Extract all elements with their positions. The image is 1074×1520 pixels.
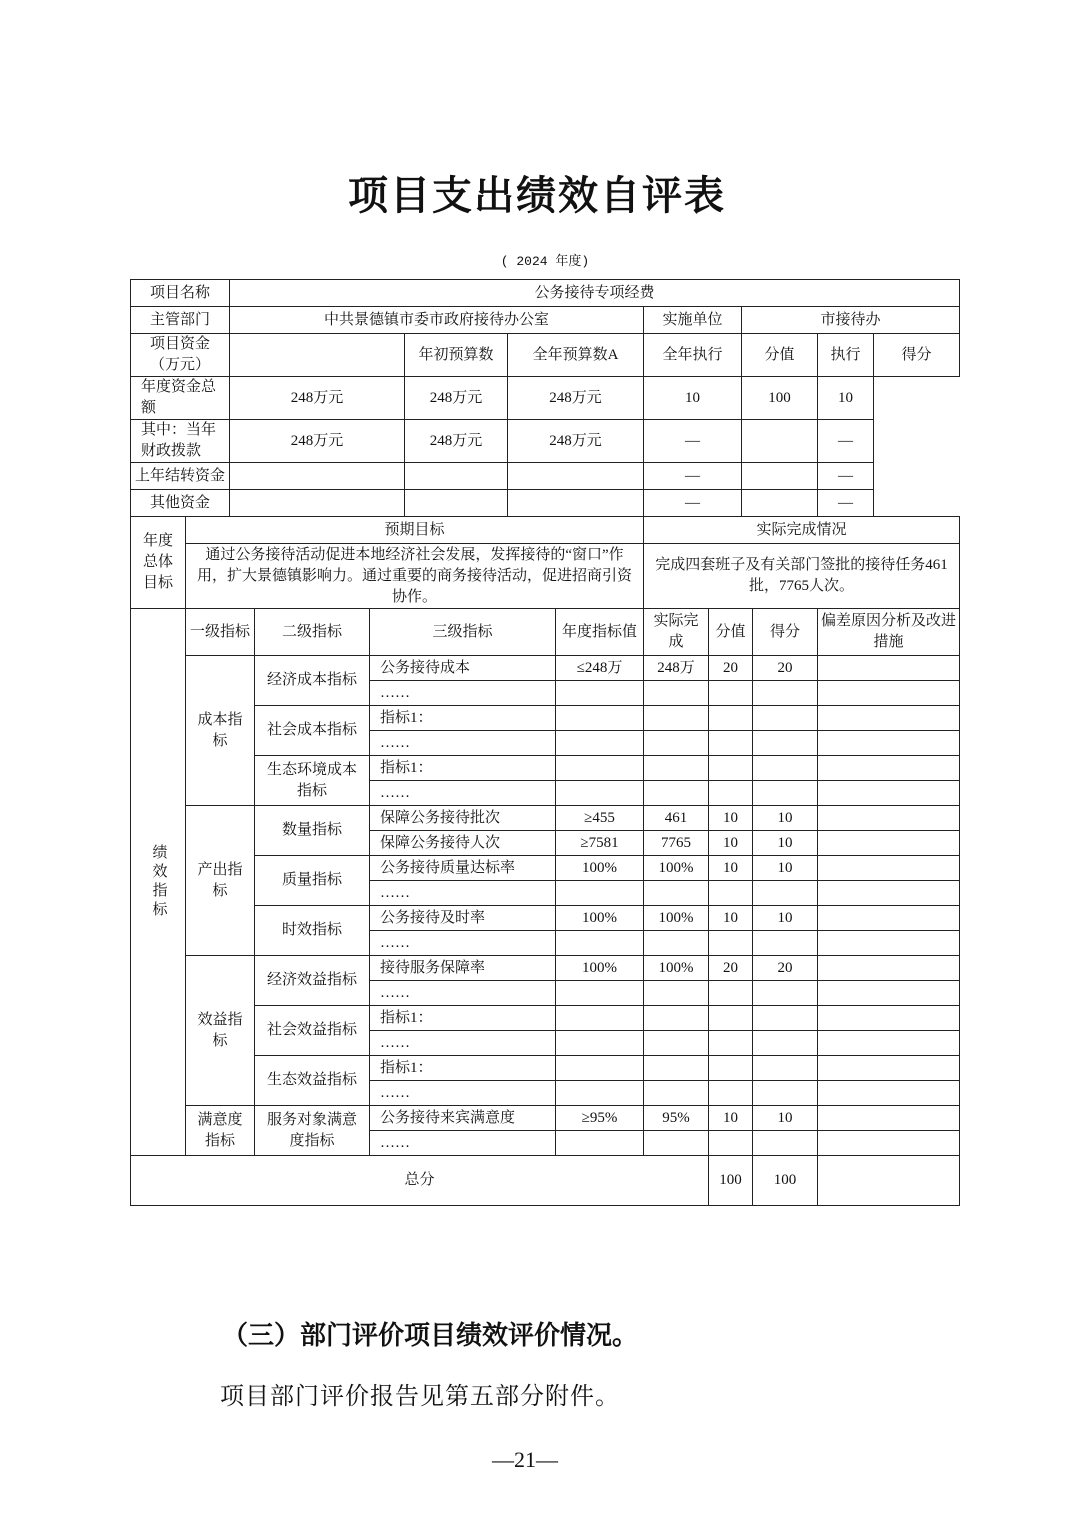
project-name-row	[131, 280, 960, 307]
indicator-value	[556, 706, 644, 731]
funds-value-cell: —	[818, 420, 874, 463]
header-cell: 分值	[742, 334, 818, 377]
indicator-value	[753, 781, 818, 806]
funds-row-label: 上年结转资金	[131, 463, 230, 490]
perf-header-cell: 偏差原因分析及改进措施	[818, 609, 960, 656]
level3-indicator: 接待服务保障率	[370, 956, 556, 981]
indicator-value	[753, 1056, 818, 1081]
indicator-value	[753, 1081, 818, 1106]
indicator-value	[644, 781, 709, 806]
level1-indicator: 满意度指标	[186, 1106, 255, 1156]
indicator-value	[709, 931, 753, 956]
page-number: —21—	[492, 1447, 558, 1472]
funds-value-cell	[742, 420, 818, 463]
perf-header-cell: 分值	[709, 609, 753, 656]
indicator-value	[753, 706, 818, 731]
level3-indicator: 指标1：	[370, 1006, 556, 1031]
indicator-value	[818, 781, 960, 806]
header-cell: 年初预算数	[405, 334, 508, 377]
indicator-value	[709, 881, 753, 906]
level2-indicator: 社会成本指标	[255, 706, 370, 756]
indicator-value: ≥7581	[556, 831, 644, 856]
funds-row	[131, 377, 960, 420]
funds-row	[131, 420, 960, 463]
indicator-value: 100%	[556, 906, 644, 931]
level2-indicator: 质量指标	[255, 856, 370, 906]
header-cell: 全年执行	[644, 334, 742, 377]
year-label: ( 2024 年度)	[500, 254, 590, 269]
perf-header-row	[131, 609, 960, 656]
dept-label: 主管部门	[131, 307, 230, 334]
expected-goal: 通过公务接待活动促进本地经济社会发展，发挥接待的“窗口”作用，扩大景德镇影响力。通过重要的商务接待活动，促进招商引资协作。	[186, 544, 644, 609]
indicator-value	[818, 731, 960, 756]
funds-row	[131, 463, 960, 490]
indicator-value	[818, 1006, 960, 1031]
indicator-value	[818, 881, 960, 906]
indicator-value	[709, 756, 753, 781]
indicator-value	[753, 1131, 818, 1156]
dept-value: 中共景德镇市委市政府接待办公室	[230, 307, 644, 334]
level1-indicator: 产出指标	[186, 806, 255, 956]
indicator-value	[709, 1081, 753, 1106]
indicator-row	[131, 806, 960, 831]
indicator-value	[644, 1056, 709, 1081]
funds-value-cell	[405, 490, 508, 517]
perf-header-cell: 得分	[753, 609, 818, 656]
indicator-value: 10	[753, 906, 818, 931]
level3-indicator: 公务接待来宾满意度	[370, 1106, 556, 1131]
level3-indicator: ……	[370, 681, 556, 706]
funds-value-cell	[405, 463, 508, 490]
page-title: 项目支出绩效自评表	[348, 173, 726, 218]
project-name-value: 公务接待专项经费	[230, 280, 960, 307]
indicator-value: 20	[709, 656, 753, 681]
funds-value-cell: 10	[818, 377, 874, 420]
level2-indicator: 服务对象满意度指标	[255, 1106, 370, 1156]
section-text: 项目部门评价报告见第五部分附件。	[220, 1384, 620, 1410]
indicator-value: 95%	[644, 1106, 709, 1131]
funds-value-cell: 100	[742, 377, 818, 420]
funds-value-cell: 248万元	[508, 420, 644, 463]
indicator-value: 10	[709, 1106, 753, 1131]
indicator-value	[818, 856, 960, 881]
dept-row	[131, 307, 960, 334]
indicator-value	[709, 1131, 753, 1156]
indicator-value	[753, 731, 818, 756]
total-label: 总分	[131, 1156, 709, 1206]
level2-indicator: 生态环境成本指标	[255, 756, 370, 806]
funds-label: 项目资金 （万元）	[131, 334, 230, 377]
impl-value: 市接待办	[742, 307, 960, 334]
funds-value-cell: —	[644, 420, 742, 463]
project-name-label: 项目名称	[131, 280, 230, 307]
level3-indicator: 公务接待及时率	[370, 906, 556, 931]
actual-result: 完成四套班子及有关部门签批的接待任务461批，7765人次。	[644, 544, 960, 609]
indicator-value	[556, 756, 644, 781]
indicator-value	[818, 681, 960, 706]
indicator-value	[644, 881, 709, 906]
perf-header-cell: 实际完成	[644, 609, 709, 656]
indicator-value: 10	[709, 806, 753, 831]
perf-header-cell: 二级指标	[255, 609, 370, 656]
indicator-value	[818, 806, 960, 831]
goals-label: 年度总体目标	[131, 517, 186, 609]
funds-row	[131, 490, 960, 517]
indicator-value	[556, 881, 644, 906]
indicator-value	[644, 1131, 709, 1156]
indicator-value	[556, 1081, 644, 1106]
level3-indicator: ……	[370, 1031, 556, 1056]
indicator-value	[644, 1081, 709, 1106]
indicator-row	[131, 1056, 960, 1081]
funds-value-cell	[508, 490, 644, 517]
level3-indicator: 指标1：	[370, 706, 556, 731]
header-cell: 执行	[818, 334, 874, 377]
indicator-value	[709, 706, 753, 731]
indicator-value: ≥455	[556, 806, 644, 831]
level3-indicator: 指标1：	[370, 756, 556, 781]
level3-indicator: ……	[370, 981, 556, 1006]
indicator-value	[556, 1006, 644, 1031]
indicator-value: 10	[753, 856, 818, 881]
empty-cell	[818, 1156, 960, 1206]
indicator-value	[753, 756, 818, 781]
indicator-value	[556, 931, 644, 956]
funds-value-cell	[230, 490, 405, 517]
indicator-value	[709, 731, 753, 756]
indicator-value: ≥95%	[556, 1106, 644, 1131]
perf-label: 绩效指标	[131, 609, 186, 1156]
indicator-value	[644, 1031, 709, 1056]
indicator-value: 10	[753, 831, 818, 856]
indicator-value: ≤248万	[556, 656, 644, 681]
section-heading: （三）部门评价项目绩效评价情况。	[222, 1321, 639, 1350]
indicator-value: 20	[753, 656, 818, 681]
level3-indicator: ……	[370, 731, 556, 756]
indicator-value	[644, 706, 709, 731]
indicator-value: 100%	[556, 956, 644, 981]
level3-indicator: 指标1：	[370, 1056, 556, 1081]
indicator-value	[644, 1006, 709, 1031]
indicator-value	[818, 1081, 960, 1106]
funds-row-label: 年度资金总额	[131, 377, 230, 420]
indicator-value	[556, 981, 644, 1006]
actual-label: 实际完成情况	[644, 517, 960, 544]
indicator-value	[818, 1106, 960, 1131]
indicator-value	[818, 956, 960, 981]
indicator-value	[709, 681, 753, 706]
indicator-value: 20	[709, 956, 753, 981]
indicator-value	[753, 931, 818, 956]
level3-indicator: ……	[370, 1081, 556, 1106]
funds-value-cell: 248万元	[508, 377, 644, 420]
indicator-value	[818, 656, 960, 681]
indicator-row	[131, 906, 960, 931]
indicator-value	[709, 1031, 753, 1056]
indicator-value	[818, 831, 960, 856]
indicator-value	[818, 1031, 960, 1056]
indicator-value: 10	[753, 1106, 818, 1131]
indicator-value	[753, 1006, 818, 1031]
level2-indicator: 经济效益指标	[255, 956, 370, 1006]
level3-indicator: ……	[370, 1131, 556, 1156]
indicator-value	[709, 981, 753, 1006]
funds-value-cell	[230, 463, 405, 490]
level3-indicator: 公务接待成本	[370, 656, 556, 681]
indicator-value: 100%	[556, 856, 644, 881]
indicator-value	[556, 1056, 644, 1081]
indicator-value: 100%	[644, 856, 709, 881]
funds-value-cell: —	[644, 463, 742, 490]
empty-cell	[230, 334, 405, 377]
indicator-value	[709, 1006, 753, 1031]
funds-row-label: 其他资金	[131, 490, 230, 517]
indicator-value: 10	[709, 831, 753, 856]
total-got: 100	[753, 1156, 818, 1206]
level2-indicator: 社会效益指标	[255, 1006, 370, 1056]
indicator-value	[753, 1031, 818, 1056]
header-cell: 得分	[874, 334, 960, 377]
indicator-row	[131, 956, 960, 981]
goals-table	[130, 516, 960, 609]
indicator-value: 100%	[644, 906, 709, 931]
level2-indicator: 生态效益指标	[255, 1056, 370, 1106]
indicator-value	[556, 781, 644, 806]
indicator-value: 100%	[644, 956, 709, 981]
indicator-value	[644, 931, 709, 956]
funds-value-cell: 248万元	[230, 420, 405, 463]
indicator-value: 248万	[644, 656, 709, 681]
funds-value-cell: 248万元	[405, 420, 508, 463]
level3-indicator: 保障公务接待批次	[370, 806, 556, 831]
indicator-value: 7765	[644, 831, 709, 856]
level1-indicator: 成本指标	[186, 656, 255, 806]
indicator-value: 10	[753, 806, 818, 831]
indicator-value	[709, 1056, 753, 1081]
indicator-value	[644, 681, 709, 706]
indicator-value	[753, 981, 818, 1006]
expected-label: 预期目标	[186, 517, 644, 544]
indicator-value: 20	[753, 956, 818, 981]
indicator-value	[818, 931, 960, 956]
indicator-row	[131, 1006, 960, 1031]
indicator-row	[131, 756, 960, 781]
indicator-value	[556, 731, 644, 756]
indicator-row	[131, 856, 960, 881]
indicator-value: 10	[709, 856, 753, 881]
indicator-value	[644, 981, 709, 1006]
level3-indicator: 公务接待质量达标率	[370, 856, 556, 881]
indicator-value: 461	[644, 806, 709, 831]
indicator-value	[556, 1031, 644, 1056]
level1-indicator: 效益指标	[186, 956, 255, 1106]
funds-table	[130, 279, 960, 517]
impl-label: 实施单位	[644, 307, 742, 334]
performance-table	[130, 608, 960, 1206]
indicator-value	[644, 731, 709, 756]
indicator-row	[131, 706, 960, 731]
indicator-value	[818, 706, 960, 731]
level3-indicator: 保障公务接待人次	[370, 831, 556, 856]
indicator-row	[131, 1106, 960, 1131]
indicator-row	[131, 656, 960, 681]
indicator-value	[644, 756, 709, 781]
indicator-value	[556, 681, 644, 706]
perf-header-cell: 一级指标	[186, 609, 255, 656]
indicator-value	[753, 681, 818, 706]
indicator-value	[709, 781, 753, 806]
funds-value-cell	[742, 463, 818, 490]
total-row	[131, 1156, 960, 1206]
indicator-value	[818, 1056, 960, 1081]
indicator-value	[818, 981, 960, 1006]
header-cell: 全年预算数A	[508, 334, 644, 377]
indicator-value	[818, 756, 960, 781]
funds-value-cell: —	[644, 490, 742, 517]
funds-header-row	[131, 334, 960, 377]
indicator-value: 10	[709, 906, 753, 931]
indicator-value	[753, 881, 818, 906]
funds-value-cell: 248万元	[405, 377, 508, 420]
level3-indicator: ……	[370, 931, 556, 956]
level2-indicator: 时效指标	[255, 906, 370, 956]
indicator-value	[556, 1131, 644, 1156]
level3-indicator: ……	[370, 881, 556, 906]
total-score: 100	[709, 1156, 753, 1206]
level3-indicator: ……	[370, 781, 556, 806]
level2-indicator: 数量指标	[255, 806, 370, 856]
perf-header-cell: 三级指标	[370, 609, 556, 656]
indicator-value	[818, 1131, 960, 1156]
funds-value-cell: 10	[644, 377, 742, 420]
indicator-value	[818, 906, 960, 931]
perf-header-cell: 年度指标值	[556, 609, 644, 656]
level2-indicator: 经济成本指标	[255, 656, 370, 706]
funds-value-cell: 248万元	[230, 377, 405, 420]
funds-row-label: 其中：当年财政拨款	[131, 420, 230, 463]
funds-value-cell: —	[818, 490, 874, 517]
funds-value-cell	[508, 463, 644, 490]
funds-value-cell: —	[818, 463, 874, 490]
funds-value-cell	[742, 490, 818, 517]
